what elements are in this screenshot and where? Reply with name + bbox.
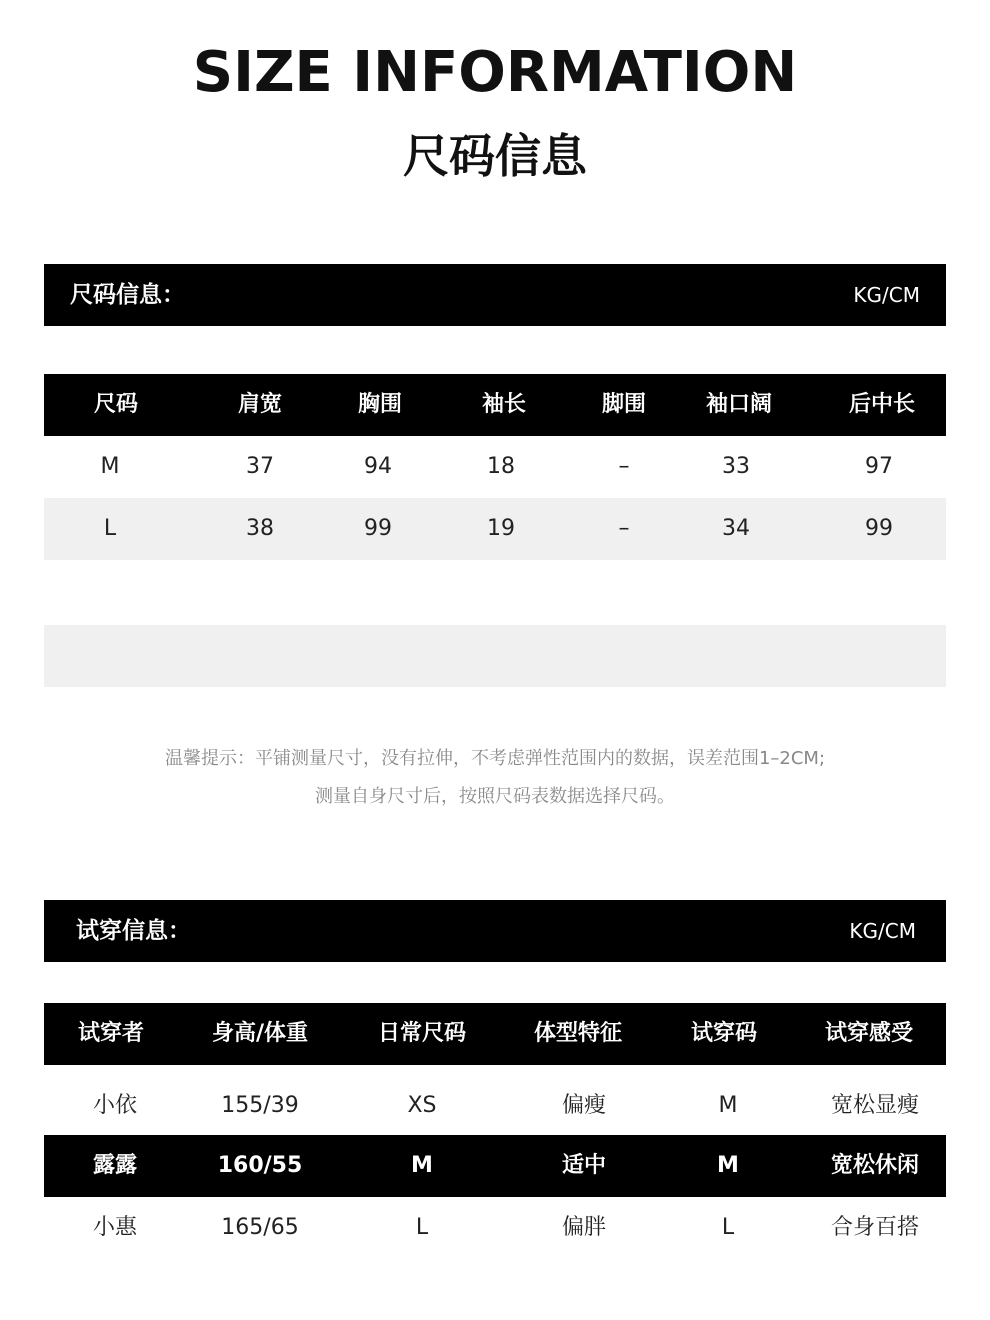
tryon-cell: 适中: [561, 1153, 606, 1178]
tryon-cell: 小惠: [92, 1215, 137, 1240]
tryon-cell: 偏瘦: [561, 1093, 606, 1118]
size-table: [44, 374, 946, 560]
size-cell: 34: [722, 516, 750, 541]
size-cell: 99: [364, 516, 392, 541]
notes-line-2: 测量自身尺寸后，按照尺码表数据选择尺码。: [315, 786, 675, 807]
size-cell: 99: [865, 516, 893, 541]
size-col-size: 尺码: [93, 392, 138, 417]
size-cell: M: [100, 454, 120, 479]
tryon-col-person: 试穿者: [77, 1021, 144, 1046]
size-notes: [0, 740, 990, 816]
size-info-unit: KG/CM: [853, 283, 920, 307]
tryon-col-height-weight: 身高/体重: [211, 1021, 309, 1046]
tryon-cell: M: [411, 1153, 433, 1178]
size-col-length: 后中长: [848, 392, 915, 417]
title-cn: 尺码信息: [403, 129, 587, 183]
blank-row: [44, 625, 946, 687]
size-col-sleeve: 袖长: [481, 392, 526, 417]
tryon-col-usual-size: 日常尺码: [377, 1021, 466, 1046]
tryon-info-unit: KG/CM: [849, 919, 916, 943]
size-cell: –: [618, 516, 630, 541]
size-info-label: 尺码信息：: [70, 282, 185, 308]
size-cell: L: [103, 516, 117, 541]
table-row: [44, 1065, 946, 1135]
size-cell: 33: [722, 454, 750, 479]
tryon-cell: 露露: [92, 1153, 137, 1178]
tryon-cell: L: [721, 1215, 735, 1240]
size-cell: –: [618, 454, 630, 479]
size-cell: 37: [246, 454, 274, 479]
notes-line-1: 温馨提示：平铺测量尺寸，没有拉伸，不考虑弹性范围内的数据，误差范围1–2CM;: [164, 748, 826, 769]
tryon-cell: 偏胖: [561, 1215, 606, 1240]
tryon-table: [44, 1003, 946, 1259]
size-table-header: [44, 374, 946, 436]
tryon-cell: L: [415, 1215, 429, 1240]
tryon-cell: M: [718, 1093, 738, 1118]
table-row: [44, 1197, 946, 1259]
tryon-table-header: [44, 1003, 946, 1065]
size-cell: 94: [364, 454, 392, 479]
size-cell: 19: [487, 516, 515, 541]
size-info-bar: [44, 264, 946, 326]
tryon-info-bar: [44, 900, 946, 962]
tryon-col-tried-size: 试穿码: [690, 1021, 757, 1046]
title-en: SIZE INFORMATION: [192, 40, 798, 105]
table-row: [44, 436, 946, 498]
size-cell: 97: [865, 454, 893, 479]
tryon-cell: 165/65: [221, 1215, 299, 1240]
table-row: [44, 1135, 946, 1197]
tryon-col-feeling: 试穿感受: [824, 1021, 913, 1046]
size-col-hem: 脚围: [601, 392, 646, 417]
table-row: [44, 498, 946, 560]
size-col-chest: 胸围: [357, 392, 402, 417]
tryon-cell: XS: [407, 1093, 437, 1118]
tryon-cell: 155/39: [221, 1093, 299, 1118]
size-cell: 18: [487, 454, 515, 479]
tryon-cell: M: [717, 1153, 739, 1178]
size-cell: 38: [246, 516, 274, 541]
tryon-cell: 合身百搭: [830, 1215, 919, 1240]
tryon-cell: 宽松显瘦: [830, 1093, 919, 1118]
size-col-shoulder: 肩宽: [237, 392, 282, 417]
tryon-cell: 160/55: [217, 1153, 303, 1178]
tryon-col-body-type: 体型特征: [533, 1021, 622, 1046]
tryon-cell: 小依: [92, 1093, 137, 1118]
size-col-cuff: 袖口阔: [705, 392, 772, 417]
tryon-info-label: 试穿信息：: [76, 918, 191, 944]
tryon-cell: 宽松休闲: [830, 1153, 919, 1178]
